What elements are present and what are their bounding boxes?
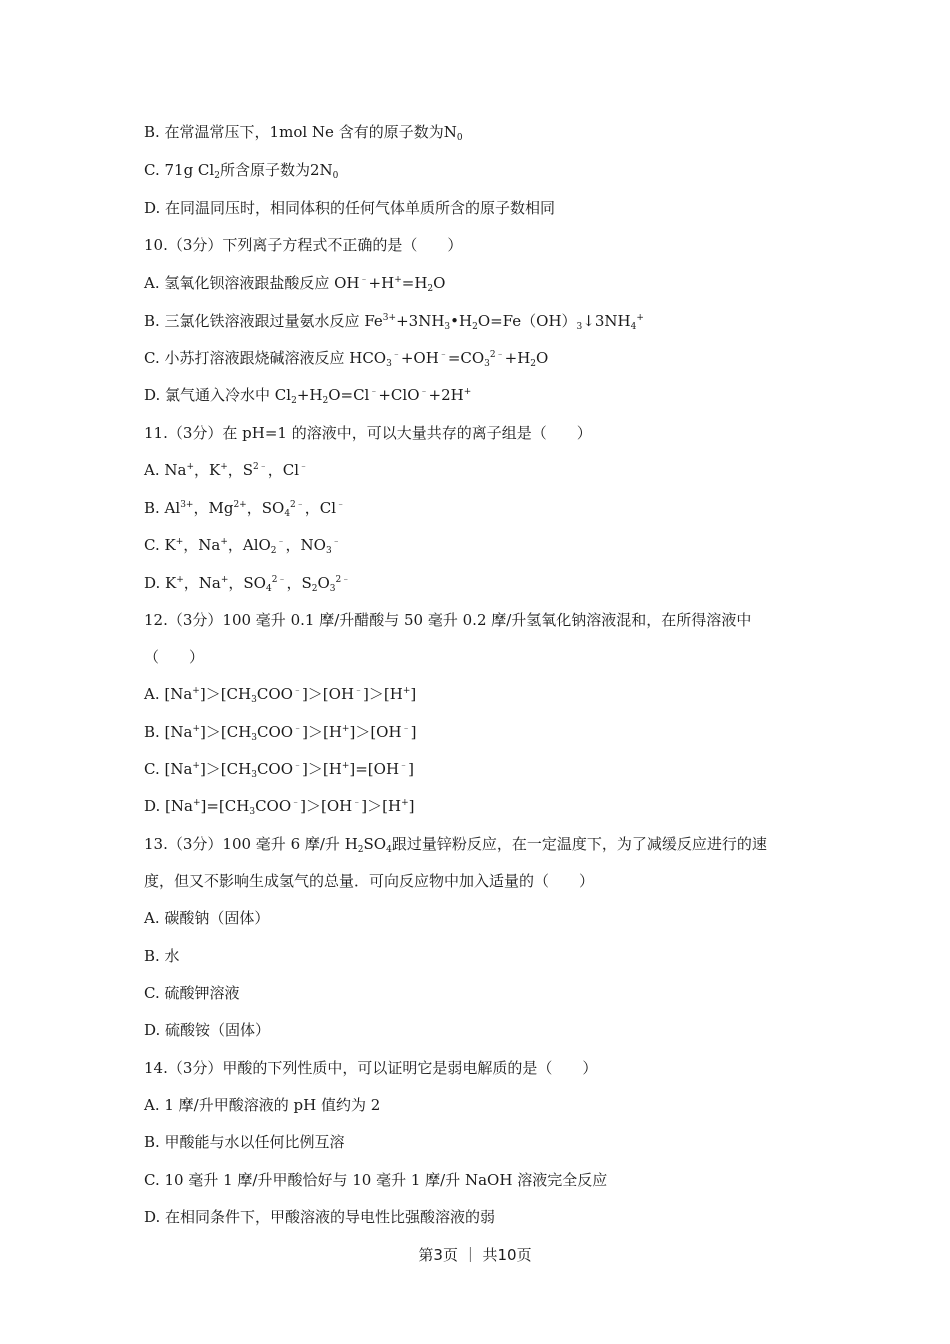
text-segment: D. 氯气通入冷水中 Cl xyxy=(144,386,292,404)
subscript: 0 xyxy=(456,133,463,143)
text-segment: B. 甲酸能与水以任何比例互溶 xyxy=(144,1133,345,1151)
superscript: ﹣ xyxy=(352,798,362,808)
text-segment: COO xyxy=(256,685,293,703)
subscript: 2 xyxy=(322,396,329,406)
superscript: ﹣ xyxy=(399,761,409,771)
text-segment: SO xyxy=(363,835,387,853)
subscript: 2 xyxy=(291,396,297,406)
text-segment: COO xyxy=(256,760,294,778)
text-line xyxy=(144,573,350,593)
superscript: + xyxy=(341,724,350,734)
superscript: + xyxy=(402,686,411,696)
text-line xyxy=(144,1095,380,1115)
subscript: 4 xyxy=(284,509,291,519)
subscript: 4 xyxy=(386,845,392,855)
text-line xyxy=(144,684,416,704)
superscript: ﹣ xyxy=(331,537,341,547)
text-line xyxy=(144,722,416,742)
text-segment: ，Cl xyxy=(267,461,300,479)
text-segment: +3NH xyxy=(396,312,445,330)
text-segment: D. 硫酸铵（固体） xyxy=(144,1021,271,1039)
text-segment: B. [Na xyxy=(144,723,193,741)
superscript: + xyxy=(220,575,229,585)
text-segment: ，AlO xyxy=(227,536,271,554)
text-line xyxy=(144,946,180,966)
text-segment: C. K xyxy=(144,536,176,554)
text-segment: ]＞[H xyxy=(363,685,403,703)
text-segment: C. 小苏打溶液跟烧碱溶液反应 HCO xyxy=(144,349,387,367)
text-segment: ]＞[H xyxy=(302,760,342,778)
text-segment: =H xyxy=(401,274,428,292)
text-line xyxy=(144,1132,345,1152)
superscript: + xyxy=(192,761,200,771)
superscript: ﹣ xyxy=(354,686,364,696)
text-segment: ，S xyxy=(286,574,312,592)
text-line xyxy=(144,908,269,928)
superscript: 2﹣ xyxy=(335,575,351,585)
superscript: + xyxy=(192,724,201,734)
superscript: + xyxy=(341,761,350,771)
text-segment: C. 71g Cl xyxy=(144,161,215,179)
text-segment: B. 在常温常压下，1mol Ne 含有的原子数为N xyxy=(144,123,457,141)
subscript: 3 xyxy=(325,546,332,556)
text-segment: D. 在相同条件下，甲酸溶液的导电性比强酸溶液的弱 xyxy=(144,1208,496,1226)
text-segment: ]＞[OH xyxy=(349,723,402,741)
subscript: 3 xyxy=(386,359,392,369)
superscript: + xyxy=(401,798,409,808)
text-segment: A. Na xyxy=(144,461,187,479)
text-line xyxy=(144,423,592,443)
subscript: 3 xyxy=(251,770,257,780)
text-line xyxy=(144,796,414,816)
subscript: 3 xyxy=(249,807,256,817)
text-segment: D. [Na xyxy=(144,797,193,815)
text-segment: ] xyxy=(410,685,417,703)
text-line xyxy=(144,647,204,667)
superscript: ﹣ xyxy=(419,387,429,397)
text-segment: D. 在同温同压时，相同体积的任何气体单质所含的原子数相同 xyxy=(144,199,556,217)
superscript: 2﹣ xyxy=(290,500,305,510)
text-line xyxy=(144,1058,597,1078)
text-segment: O xyxy=(536,349,549,367)
text-segment: ，S xyxy=(227,461,254,479)
text-segment: O xyxy=(433,274,446,292)
superscript: + xyxy=(220,462,228,472)
superscript: + xyxy=(175,537,184,547)
text-segment: 12.（3分）100 毫升 0.1 摩/升醋酸与 50 毫升 0.2 摩/升氢氧化钠溶液混和，在所得溶液中 xyxy=(144,611,752,629)
superscript: + xyxy=(463,387,472,397)
text-segment: 14.（3分）甲酸的下列性质中，可以证明它是弱电解质的是（ ） xyxy=(144,1059,598,1077)
text-line xyxy=(144,385,471,405)
subscript: 3 xyxy=(251,733,258,743)
text-segment: =CO xyxy=(447,349,485,367)
text-line xyxy=(144,122,463,142)
text-line xyxy=(144,160,338,180)
text-line xyxy=(144,983,239,1003)
subscript: 4 xyxy=(630,322,637,332)
subscript: 3 xyxy=(444,322,451,332)
text-line xyxy=(144,1170,607,1190)
text-segment: +ClO xyxy=(378,386,420,404)
text-line xyxy=(144,198,555,218)
text-line xyxy=(144,871,594,891)
text-segment: A. 1 摩/升甲酸溶液的 pH 值约为 2 xyxy=(144,1096,381,1114)
text-line xyxy=(144,311,644,331)
text-segment: ]＞[H xyxy=(302,723,342,741)
superscript: ﹣ xyxy=(369,387,379,397)
text-segment: C. 硫酸钾溶液 xyxy=(144,984,240,1002)
superscript: ﹣ xyxy=(291,798,301,808)
subscript: 3 xyxy=(329,584,336,594)
subscript: 2 xyxy=(357,845,364,855)
superscript: ﹣ xyxy=(359,275,369,285)
subscript: 2 xyxy=(214,171,220,181)
text-segment: D. K xyxy=(144,574,177,592)
text-segment: +2H xyxy=(428,386,464,404)
text-segment: 10.（3分）下列离子方程式不正确的是（ ） xyxy=(144,236,463,254)
text-segment: •H xyxy=(450,312,473,330)
text-segment: ]=[OH xyxy=(349,760,400,778)
text-line xyxy=(144,1020,270,1040)
superscript: ﹣ xyxy=(401,724,411,734)
text-line xyxy=(144,348,548,368)
text-segment: B. 水 xyxy=(144,947,180,965)
text-line xyxy=(144,759,414,779)
text-line xyxy=(144,498,345,518)
text-segment: O=Fe（OH） xyxy=(477,312,577,330)
text-line xyxy=(144,834,767,854)
superscript: ﹣ xyxy=(391,350,401,360)
text-segment: ，SO xyxy=(246,499,285,517)
text-segment: C. 10 毫升 1 摩/升甲酸恰好与 10 毫升 1 摩/升 NaOH 溶液完全反应 xyxy=(144,1171,608,1189)
superscript: ﹣ xyxy=(293,724,303,734)
text-segment: ] xyxy=(410,723,417,741)
text-segment: ，K xyxy=(193,461,221,479)
subscript: 2 xyxy=(472,322,478,332)
subscript: 2 xyxy=(530,359,537,369)
superscript: ﹣ xyxy=(336,500,346,510)
superscript: 2﹣ xyxy=(271,575,287,585)
text-line xyxy=(144,535,341,555)
text-segment: ]＞[CH xyxy=(200,723,252,741)
superscript: + xyxy=(394,275,402,285)
superscript: ﹣ xyxy=(292,686,302,696)
superscript: 3+ xyxy=(382,313,397,323)
text-segment: 跟过量锌粉反应，在一定温度下，为了减缓反应进行的速 xyxy=(391,835,767,853)
subscript: 3 xyxy=(484,359,490,369)
superscript: 2﹣ xyxy=(253,462,268,472)
text-line xyxy=(144,1207,495,1227)
text-segment: ↓3NH xyxy=(582,312,631,330)
superscript: 2+ xyxy=(233,500,247,510)
text-segment: ]＞[CH xyxy=(199,685,252,703)
text-segment: ]=[CH xyxy=(200,797,250,815)
text-line xyxy=(144,460,308,480)
subscript: 2 xyxy=(270,546,277,556)
subscript: 4 xyxy=(265,584,272,594)
text-segment: COO xyxy=(257,723,294,741)
text-segment: O xyxy=(317,574,330,592)
subscript: 0 xyxy=(332,171,339,181)
text-segment: 13.（3分）100 毫升 6 摩/升 H xyxy=(144,835,358,853)
subscript: 2 xyxy=(311,584,318,594)
text-line xyxy=(144,273,445,293)
text-segment: COO xyxy=(255,797,292,815)
superscript: ﹣ xyxy=(299,462,309,472)
superscript: ﹣ xyxy=(438,350,448,360)
text-segment: ，Mg xyxy=(193,499,234,517)
text-segment: ]＞[OH xyxy=(300,797,353,815)
text-segment: ，Na xyxy=(183,574,221,592)
superscript: 2﹣ xyxy=(489,350,505,360)
text-segment: A. 氢氧化钡溶液跟盐酸反应 OH xyxy=(144,274,360,292)
superscript: + xyxy=(176,575,184,585)
superscript: + xyxy=(186,462,194,472)
text-segment: ，Na xyxy=(183,536,221,554)
text-segment: ]＞[H xyxy=(361,797,402,815)
subscript: 2 xyxy=(427,284,434,294)
text-segment: +OH xyxy=(400,349,439,367)
text-segment: +H xyxy=(296,386,323,404)
superscript: + xyxy=(192,798,201,808)
superscript: 3+ xyxy=(180,500,194,510)
text-segment: ，Cl xyxy=(304,499,337,517)
superscript: + xyxy=(192,686,200,696)
text-segment: B. 三氯化铁溶液跟过量氨水反应 Fe xyxy=(144,312,383,330)
text-segment: ，SO xyxy=(228,574,266,592)
text-segment: ，NO xyxy=(285,536,326,554)
text-segment: ] xyxy=(408,760,414,778)
text-segment: 度，但又不影响生成氢气的总量．可向反应物中加入适量的（ ） xyxy=(144,872,595,890)
text-segment: C. [Na xyxy=(144,760,193,778)
superscript: + xyxy=(636,313,644,323)
text-segment: A. 碳酸钠（固体） xyxy=(144,909,270,927)
text-line xyxy=(144,235,462,255)
text-segment: +H xyxy=(504,349,531,367)
page-footer: 第3页 ｜ 共10页 xyxy=(418,1246,532,1264)
superscript: ﹣ xyxy=(276,537,286,547)
text-segment: +H xyxy=(368,274,395,292)
text-segment: （ ） xyxy=(144,648,205,666)
text-segment: ]＞[CH xyxy=(199,760,252,778)
text-segment: B. Al xyxy=(144,499,181,517)
text-line xyxy=(144,610,751,630)
superscript: ﹣ xyxy=(293,761,303,771)
text-segment: O=Cl xyxy=(328,386,370,404)
text-segment: A. [Na xyxy=(144,685,193,703)
text-segment: 11.（3分）在 pH=1 的溶液中，可以大量共存的离子组是（ ） xyxy=(144,424,592,442)
superscript: + xyxy=(220,537,228,547)
text-segment: 所含原子数为2N xyxy=(219,161,333,179)
text-segment: ] xyxy=(408,797,415,815)
subscript: 3 xyxy=(576,322,583,332)
text-segment: ]＞[OH xyxy=(301,685,355,703)
subscript: 3 xyxy=(251,695,257,705)
